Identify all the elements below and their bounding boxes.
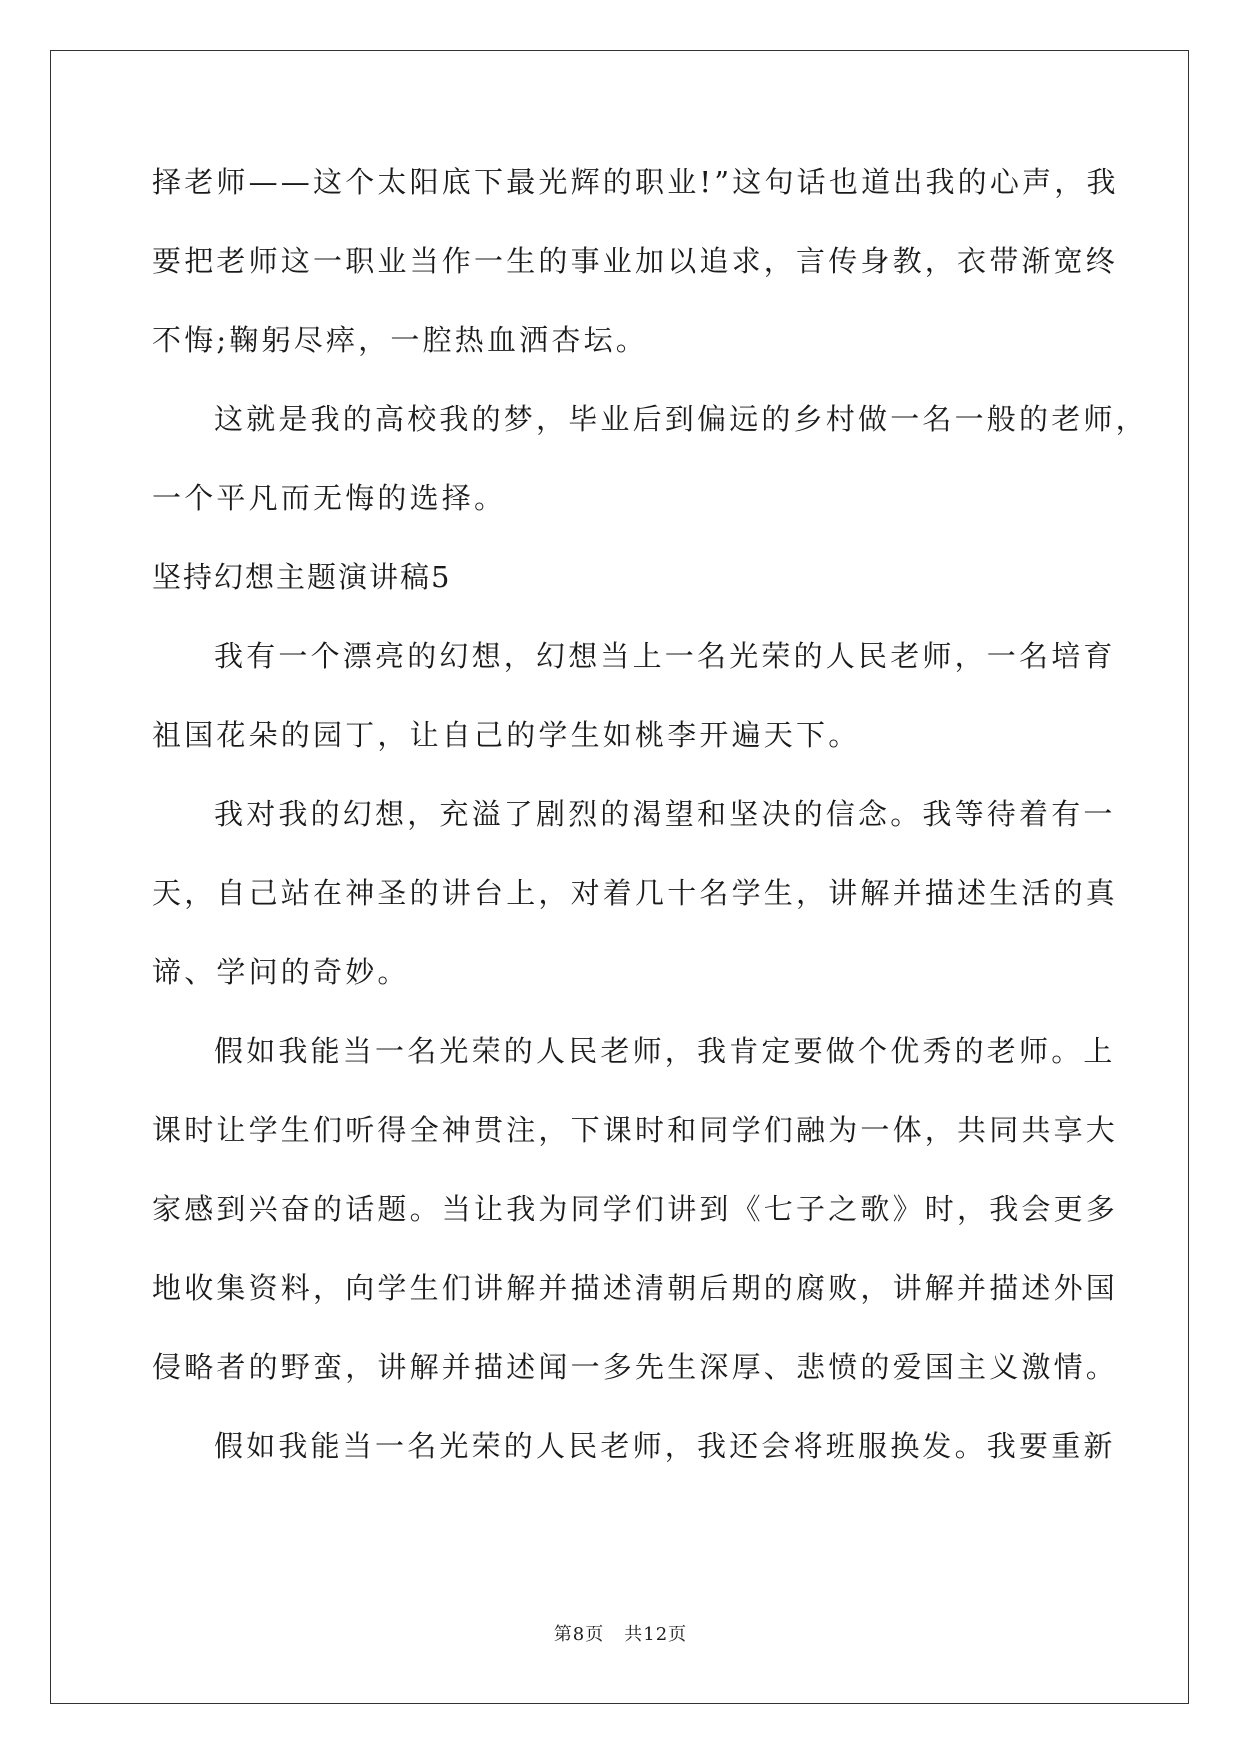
text-line: 择老师——这个太阳底下最光辉的职业!”这句话也道出我的心声，我 — [152, 165, 1119, 199]
text-line: 家感到兴奋的话题。当让我为同学们讲到《七子之歌》时，我会更多 — [152, 1192, 1119, 1226]
section-heading: 坚持幻想主题演讲稿5 — [152, 560, 452, 594]
text-line: 课时让学生们听得全神贯注，下课时和同学们融为一体，共同共享大 — [152, 1113, 1119, 1147]
text-line: 天，自己站在神圣的讲台上，对着几十名学生，讲解并描述生活的真 — [152, 876, 1119, 910]
text-line: 我对我的幻想，充溢了剧烈的渴望和坚决的信念。我等待着有一 — [214, 797, 1116, 831]
text-line: 一个平凡而无悔的选择。 — [152, 481, 507, 515]
text-line: 祖国花朵的园丁，让自己的学生如桃李开遍天下。 — [152, 718, 861, 752]
text-line: 要把老师这一职业当作一生的事业加以追求，言传身教，衣带渐宽终 — [152, 244, 1119, 278]
text-line: 谛、学问的奇妙。 — [152, 955, 410, 989]
document-body — [152, 162, 1148, 1505]
page-footer — [0, 1623, 1241, 1647]
text-line: 侵略者的野蛮，讲解并描述闻一多先生深厚、悲愤的爱国主义激情。 — [152, 1350, 1119, 1384]
text-line: 我有一个漂亮的幻想，幻想当上一名光荣的人民老师，一名培育 — [214, 639, 1116, 673]
text-line: 假如我能当一名光荣的人民老师，我还会将班服换发。我要重新 — [214, 1429, 1116, 1463]
text-line: 这就是我的高校我的梦，毕业后到偏远的乡村做一名一般的老师， — [214, 402, 1148, 436]
text-line: 不悔;鞠躬尽瘁，一腔热血洒杏坛。 — [152, 323, 648, 357]
page-number: 第8页 — [553, 1624, 605, 1645]
page-total: 共12页 — [624, 1624, 688, 1645]
text-line: 地收集资料，向学生们讲解并描述清朝后期的腐败，讲解并描述外国 — [152, 1271, 1119, 1305]
text-line: 假如我能当一名光荣的人民老师，我肯定要做个优秀的老师。上 — [214, 1034, 1116, 1068]
